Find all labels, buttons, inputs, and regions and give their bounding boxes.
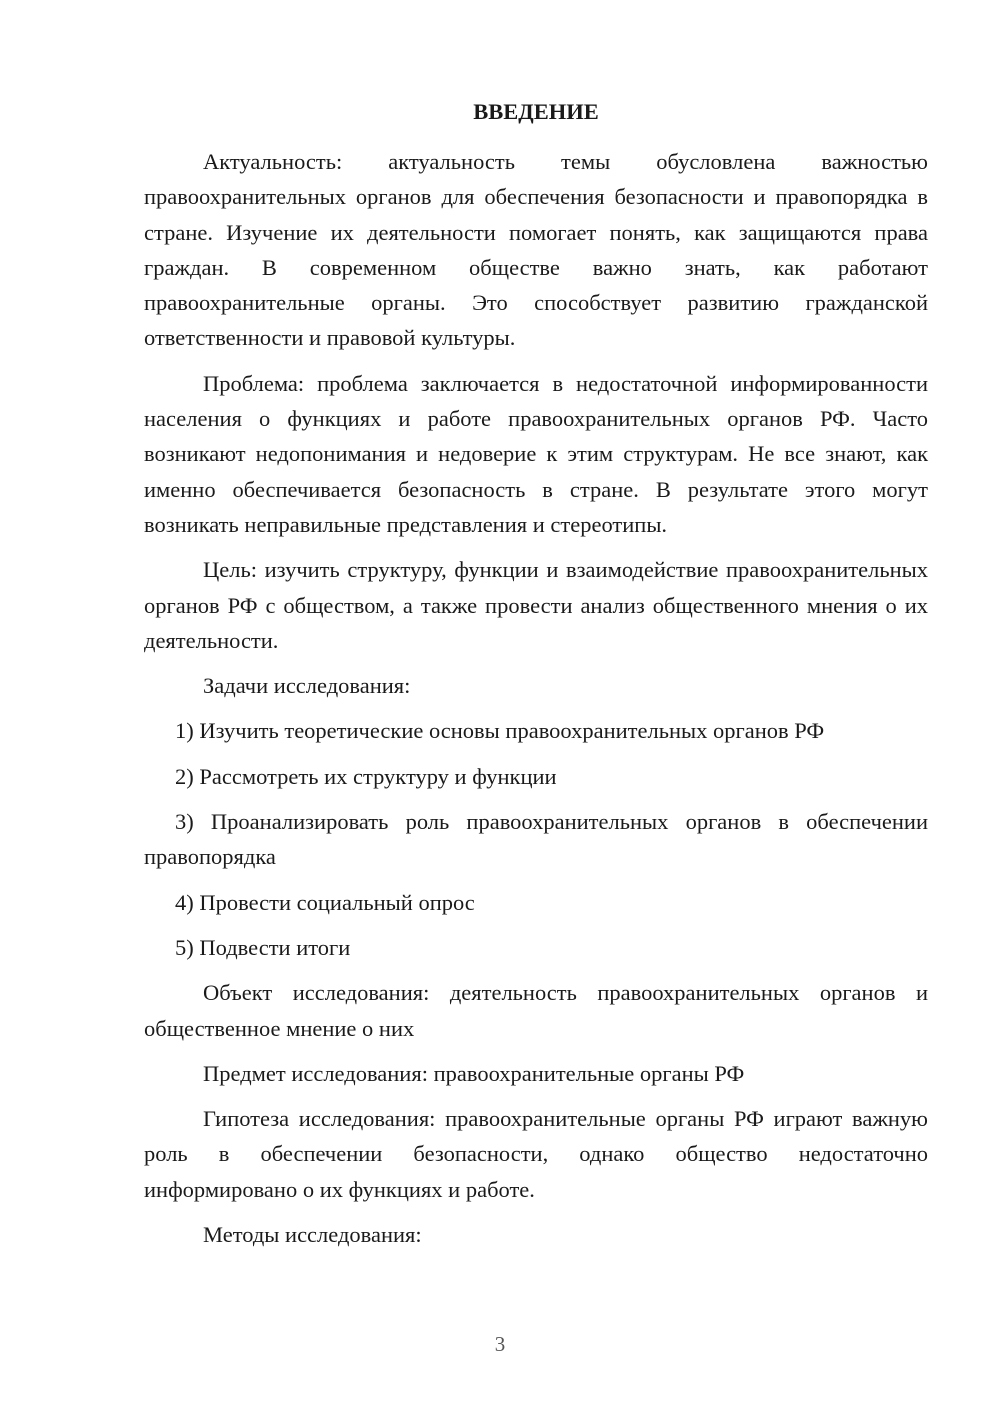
page-number: 3 [494,1332,506,1356]
object-paragraph: Объект исследования: деятельность правоохранительных органов и общественное мнение о них [144,980,928,1041]
section-title: ВВЕДЕНИЕ [473,99,599,124]
methods-heading: Методы исследования: [203,1222,422,1248]
tasks-heading: Задачи исследования: [203,673,411,699]
task-item: 5) Подвести итоги [175,934,351,960]
goal-paragraph: Цель: изучить структуру, функции и взаимодействие правоохранительных органов РФ с обществом, а также провести анализ общественного мнения о их деятельности. [144,557,928,653]
subject-paragraph: Предмет исследования: правоохранительные органы РФ [203,1060,745,1086]
task-item: 3) Проанализировать роль правоохранительных органов в обеспечении правопорядка [144,809,928,870]
task-item: 1) Изучить теоретические основы правоохранительных органов РФ [175,718,825,744]
actuality-paragraph: Актуальность: актуальность темы обусловлена важностью правоохранительных органов для обеспечения безопасности и правопорядка в стране. Изучение их деятельности помогает понять, как защищаются права граждан. В современном обществе важно знать, как работают правоохранительные органы. Это способствует развитию гражданской ответственности и правовой культуры. [144,149,928,351]
page-content [144,96,928,1262]
task-item: 4) Провести социальный опрос [175,889,475,915]
task-item: 2) Рассмотреть их структуру и функции [175,763,557,789]
problem-paragraph: Проблема: проблема заключается в недостаточной информированности населения о функциях и работе правоохранительных органов РФ. Часто возникают недопонимания и недоверие к этим структурам. Не все знают, как именно обеспечивается безопасность в стране. В результате этого могут возникать неправильные представления и стереотипы. [144,370,928,537]
hypothesis-paragraph: Гипотеза исследования: правоохранительные органы РФ играют важную роль в обеспечении безопасности, однако общество недостаточно информировано о их функциях и работе. [144,1106,928,1202]
